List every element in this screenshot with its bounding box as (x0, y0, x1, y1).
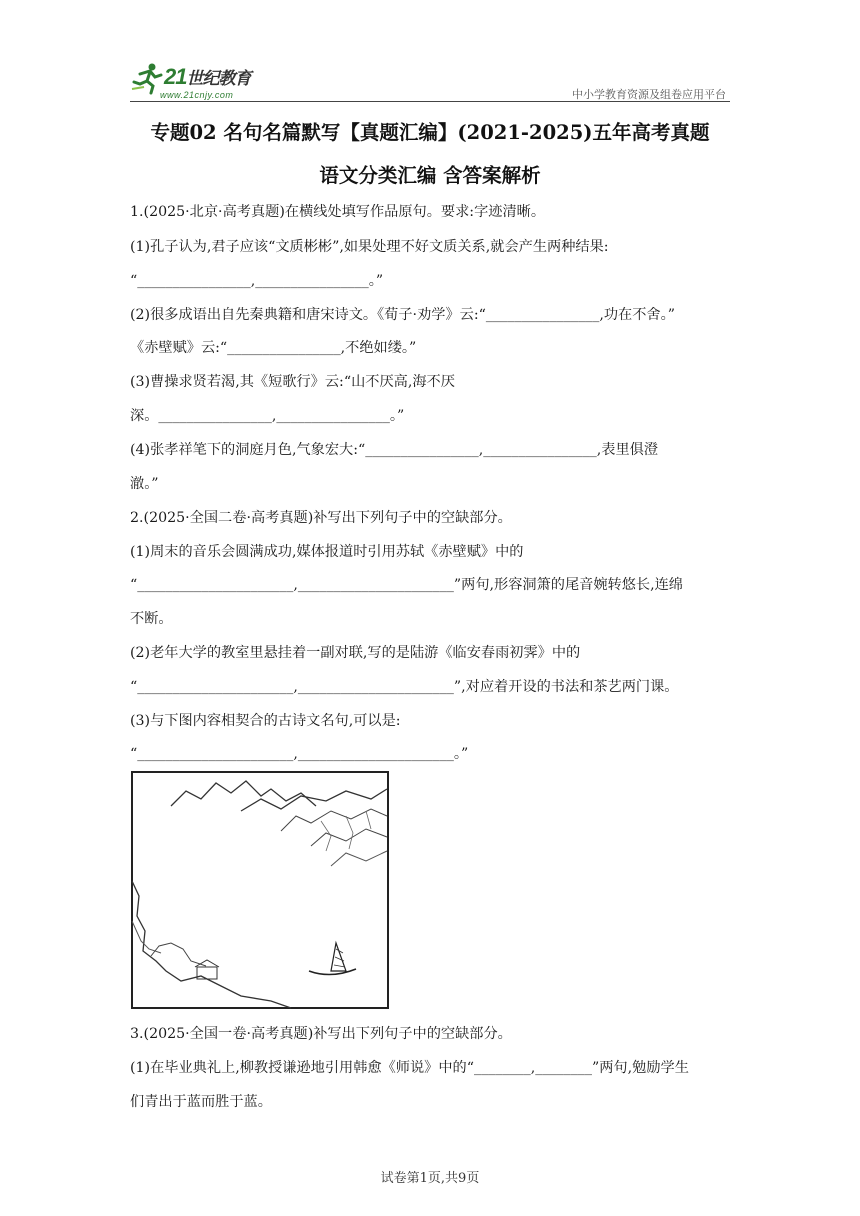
runner-logo-icon (130, 62, 164, 96)
landscape-illustration (131, 771, 391, 1011)
q2-part1-end: 不断。 (130, 611, 173, 627)
site-logo (130, 62, 280, 102)
q1-part1-blanks: “________________,________________。” (130, 273, 384, 289)
q1-part3-blanks: 深。________________,________________。” (130, 408, 405, 424)
q2-part3-blanks: “______________________,______________________。” (130, 746, 469, 762)
q1-part2-text: (2)很多成语出自先秦典籍和唐宋诗文。《荀子·劝学》云:“________________,功在不舍。” (130, 307, 675, 323)
question-3-heading: 3.(2025·全国一卷·高考真题)补写出下列句子中的空缺部分。 (130, 1026, 512, 1042)
q1-part1-text: (1)孔子认为,君子应该“文质彬彬”,如果处理不好文质关系,就会产生两种结果: (130, 239, 609, 255)
q2-part1-blanks: “______________________,______________________”两句,形容洞箫的尾音婉转悠长,连绵 (130, 577, 683, 593)
q1-part2-blanks: 《赤壁赋》云:“________________,不绝如缕。” (130, 340, 417, 356)
logo-wordmark: 21世纪教育 (164, 64, 251, 89)
logo-url: www.21cnjy.com (160, 90, 234, 100)
q3-part1-text: (1)在毕业典礼上,柳教授谦逊地引用韩愈《师说》中的“________,________”两句,勉励学生 (130, 1060, 689, 1076)
q2-part2-blanks: “______________________,______________________”,对应着开设的书法和茶艺两门课。 (130, 679, 679, 695)
header-divider (130, 101, 730, 102)
q3-part1-end: 们青出于蓝而胜于蓝。 (130, 1094, 272, 1110)
page-header (130, 62, 730, 102)
q1-part4-end: 澈。” (130, 476, 159, 492)
document-title-line2: 语文分类汇编 含答案解析 (319, 164, 541, 187)
q2-part2-text: (2)老年大学的教室里悬挂着一副对联,写的是陆游《临安春雨初霁》中的 (130, 645, 581, 661)
page-footer: 试卷第1页,共9页 (380, 1171, 480, 1186)
question-1-heading: 1.(2025·北京·高考真题)在横线处填写作品原句。要求:字迹清晰。 (130, 204, 546, 220)
q1-part4-text: (4)张孝祥笔下的洞庭月色,气象宏大:“________________,________________,表里俱澄 (130, 442, 659, 458)
document-title-line1: 专题02 名句名篇默写【真题汇编】(2021-2025)五年高考真题 (150, 121, 710, 144)
q2-part3-text: (3)与下图内容相契合的古诗文名句,可以是: (130, 713, 401, 729)
q1-part3-text: (3)曹操求贤若渴,其《短歌行》云:“山不厌高,海不厌 (130, 374, 455, 390)
q2-part1-text: (1)周末的音乐会圆满成功,媒体报道时引用苏轼《赤壁赋》中的 (130, 544, 524, 560)
platform-label: 中小学教育资源及组卷应用平台 (572, 88, 726, 101)
question-2-heading: 2.(2025·全国二卷·高考真题)补写出下列句子中的空缺部分。 (130, 510, 512, 526)
